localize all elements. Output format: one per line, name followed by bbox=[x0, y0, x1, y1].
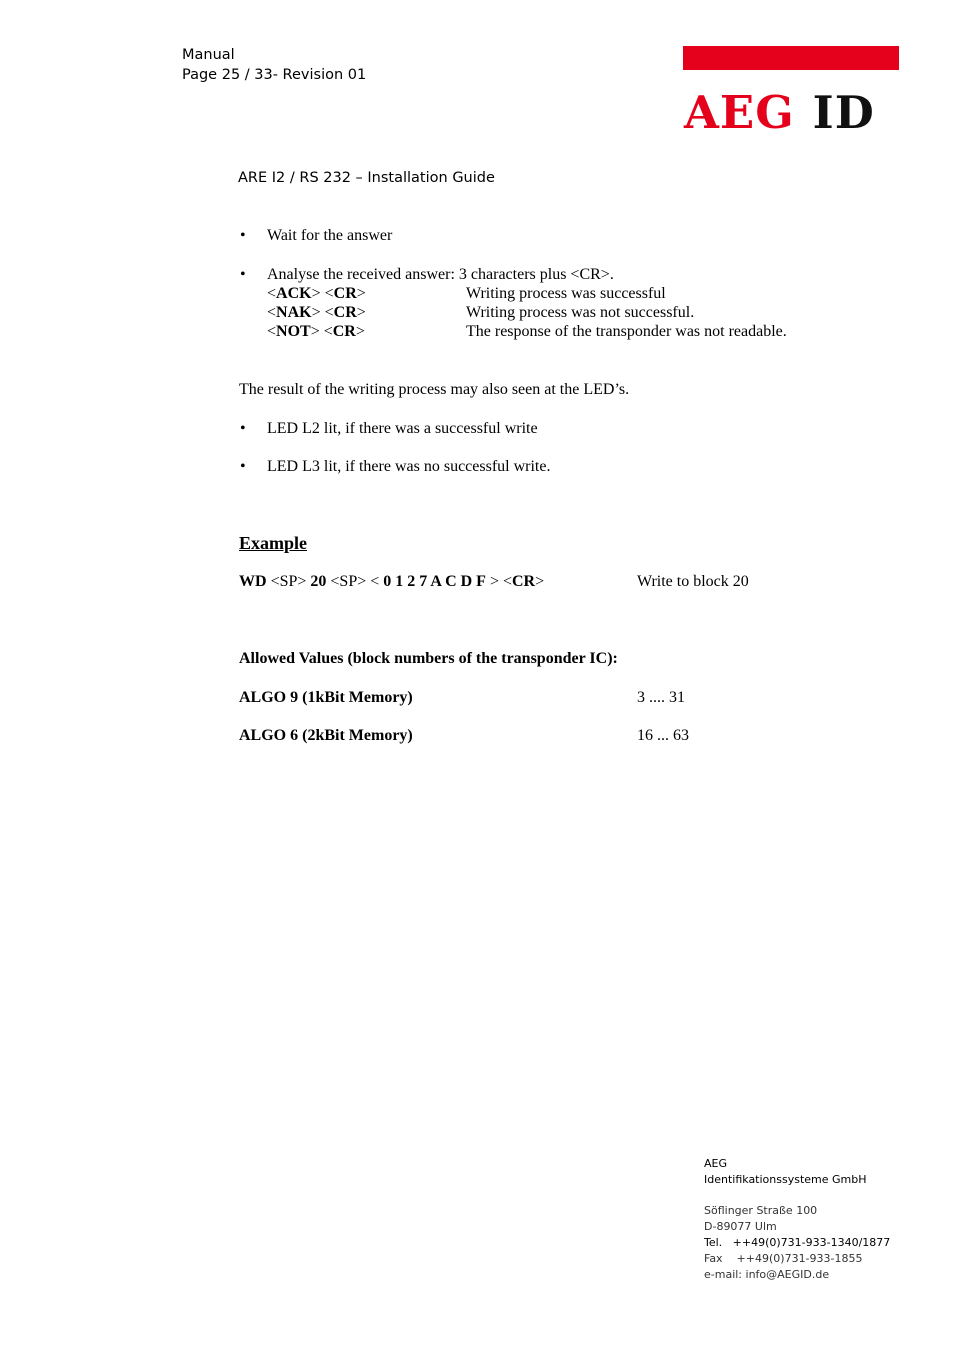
example-heading: Example bbox=[239, 533, 308, 553]
footer-street: Söflinger Straße 100 bbox=[704, 1204, 818, 1217]
result-paragraph: The result of the writing process may also seen at the LED’s. bbox=[239, 381, 630, 398]
bullet-dot: • bbox=[240, 227, 246, 244]
footer-fax: Fax ++49(0)731-933-1855 bbox=[704, 1252, 863, 1265]
allowed-values-heading: Allowed Values (block numbers of the transponder IC): bbox=[239, 650, 618, 667]
page-info: Page 25 / 33- Revision 01 bbox=[182, 67, 367, 83]
logo-aeg-text: AEG bbox=[684, 86, 795, 139]
footer-city: D-89077 Ulm bbox=[704, 1220, 777, 1233]
response-code-nak: <NAK> <CR> bbox=[267, 304, 366, 321]
response-desc-not: The response of the transponder was not readable. bbox=[466, 323, 787, 340]
document-title: ARE I2 / RS 232 – Installation Guide bbox=[238, 170, 495, 186]
response-desc-nak: Writing process was not successful. bbox=[466, 304, 695, 321]
response-code-ack: <ACK> <CR> bbox=[267, 285, 366, 302]
bullet-dot: • bbox=[240, 420, 246, 437]
footer-company-line2: Identifikationssysteme GmbH bbox=[704, 1173, 867, 1186]
footer-company-line1: AEG bbox=[704, 1157, 727, 1170]
example-command-description: Write to block 20 bbox=[637, 573, 749, 590]
example-command: WD <SP> 20 <SP> < 0 1 2 7 A C D F > <CR> bbox=[239, 573, 545, 590]
led-l3-text: LED L3 lit, if there was no successful write. bbox=[267, 458, 551, 475]
bullet-dot: • bbox=[240, 266, 246, 283]
doc-type-label: Manual bbox=[182, 47, 235, 63]
logo-id-text: ID bbox=[812, 86, 875, 139]
footer-phone: Tel. ++49(0)731-933-1340/1877 bbox=[704, 1236, 891, 1249]
footer-email: e-mail: info@AEGID.de bbox=[704, 1268, 830, 1281]
allowed-row-label: ALGO 9 (1kBit Memory) bbox=[239, 689, 413, 706]
company-logo bbox=[684, 88, 875, 138]
allowed-row-label: ALGO 6 (2kBit Memory) bbox=[239, 727, 413, 744]
bullet-dot: • bbox=[240, 458, 246, 475]
allowed-row-value: 16 ... 63 bbox=[637, 727, 689, 744]
allowed-row-value: 3 .... 31 bbox=[637, 689, 685, 706]
bullet-analyse-text: Analyse the received answer: 3 characters plus <CR>. bbox=[267, 266, 614, 283]
response-desc-ack: Writing process was successful bbox=[466, 285, 666, 302]
led-l2-text: LED L2 lit, if there was a successful write bbox=[267, 420, 538, 437]
bullet-wait-text: Wait for the answer bbox=[267, 227, 393, 244]
response-code-not: <NOT> <CR> bbox=[267, 323, 365, 340]
logo-red-bar bbox=[683, 46, 899, 70]
